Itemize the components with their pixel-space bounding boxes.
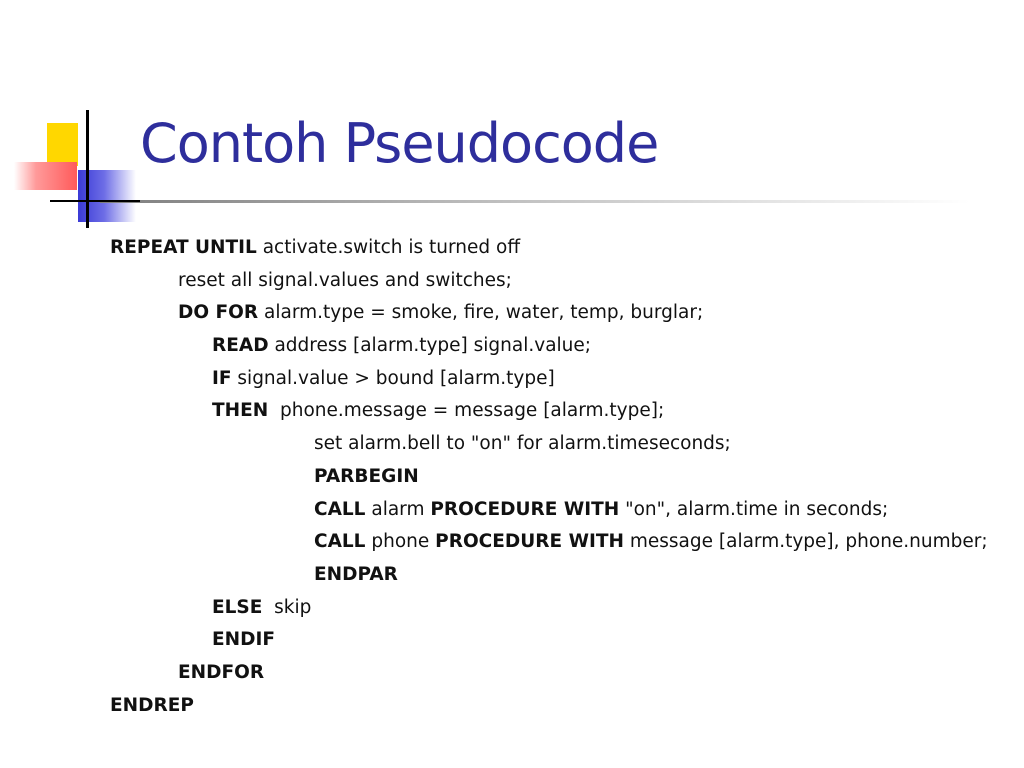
code-line — [110, 395, 988, 428]
pseudocode-block — [110, 232, 988, 722]
red-square-decoration — [14, 162, 77, 190]
yellow-square-decoration — [47, 123, 78, 166]
code-keyword: ENDPAR — [314, 563, 398, 585]
code-keyword: ENDFOR — [178, 661, 265, 683]
code-line — [110, 265, 988, 298]
code-keyword: ENDREP — [110, 694, 194, 716]
code-keyword: PROCEDURE WITH — [430, 498, 620, 520]
code-line — [110, 363, 988, 396]
code-line — [110, 592, 988, 625]
code-keyword: PROCEDURE WITH — [435, 531, 624, 553]
code-text: message [alarm.type], phone.number; — [623, 531, 988, 553]
code-line — [110, 624, 988, 657]
slide-title: Contoh Pseudocode — [140, 112, 659, 175]
code-keyword: READ — [212, 335, 269, 357]
code-keyword: ENDIF — [212, 629, 275, 651]
code-keyword: THEN — [212, 400, 269, 422]
code-text: address [alarm.type] signal.value; — [268, 335, 592, 357]
code-line — [110, 559, 988, 592]
code-text: alarm — [365, 498, 431, 520]
code-line — [110, 494, 988, 527]
code-text: signal.value > bound [alarm.type] — [231, 367, 555, 389]
code-keyword: PARBEGIN — [314, 465, 419, 487]
code-line — [110, 461, 988, 494]
code-line — [110, 232, 988, 265]
horizontal-line-decoration — [50, 200, 140, 202]
code-text: phone — [365, 531, 436, 553]
vertical-line-decoration — [86, 110, 89, 228]
code-keyword: REPEAT UNTIL — [110, 237, 257, 258]
code-text: phone.message = message [alarm.type]; — [268, 400, 665, 422]
code-keyword: CALL — [314, 498, 366, 520]
code-keyword: ELSE — [212, 596, 263, 618]
code-keyword: IF — [212, 367, 232, 389]
title-underline — [100, 200, 970, 203]
code-line — [110, 428, 988, 461]
code-line — [110, 297, 988, 330]
code-line — [110, 657, 988, 690]
code-text: "on", alarm.time in seconds; — [619, 498, 889, 520]
code-text: skip — [262, 596, 312, 618]
code-text: alarm.type = smoke, fire, water, temp, burglar; — [258, 302, 704, 324]
code-line — [110, 330, 988, 363]
code-text: reset all signal.values and switches; — [178, 269, 512, 291]
code-line — [110, 690, 988, 723]
code-keyword: CALL — [314, 531, 366, 553]
code-keyword: DO FOR — [178, 302, 259, 324]
code-text: set alarm.bell to "on" for alarm.timeseconds; — [314, 433, 731, 455]
code-line — [110, 526, 988, 559]
code-text: activate.switch is turned off — [256, 237, 521, 258]
